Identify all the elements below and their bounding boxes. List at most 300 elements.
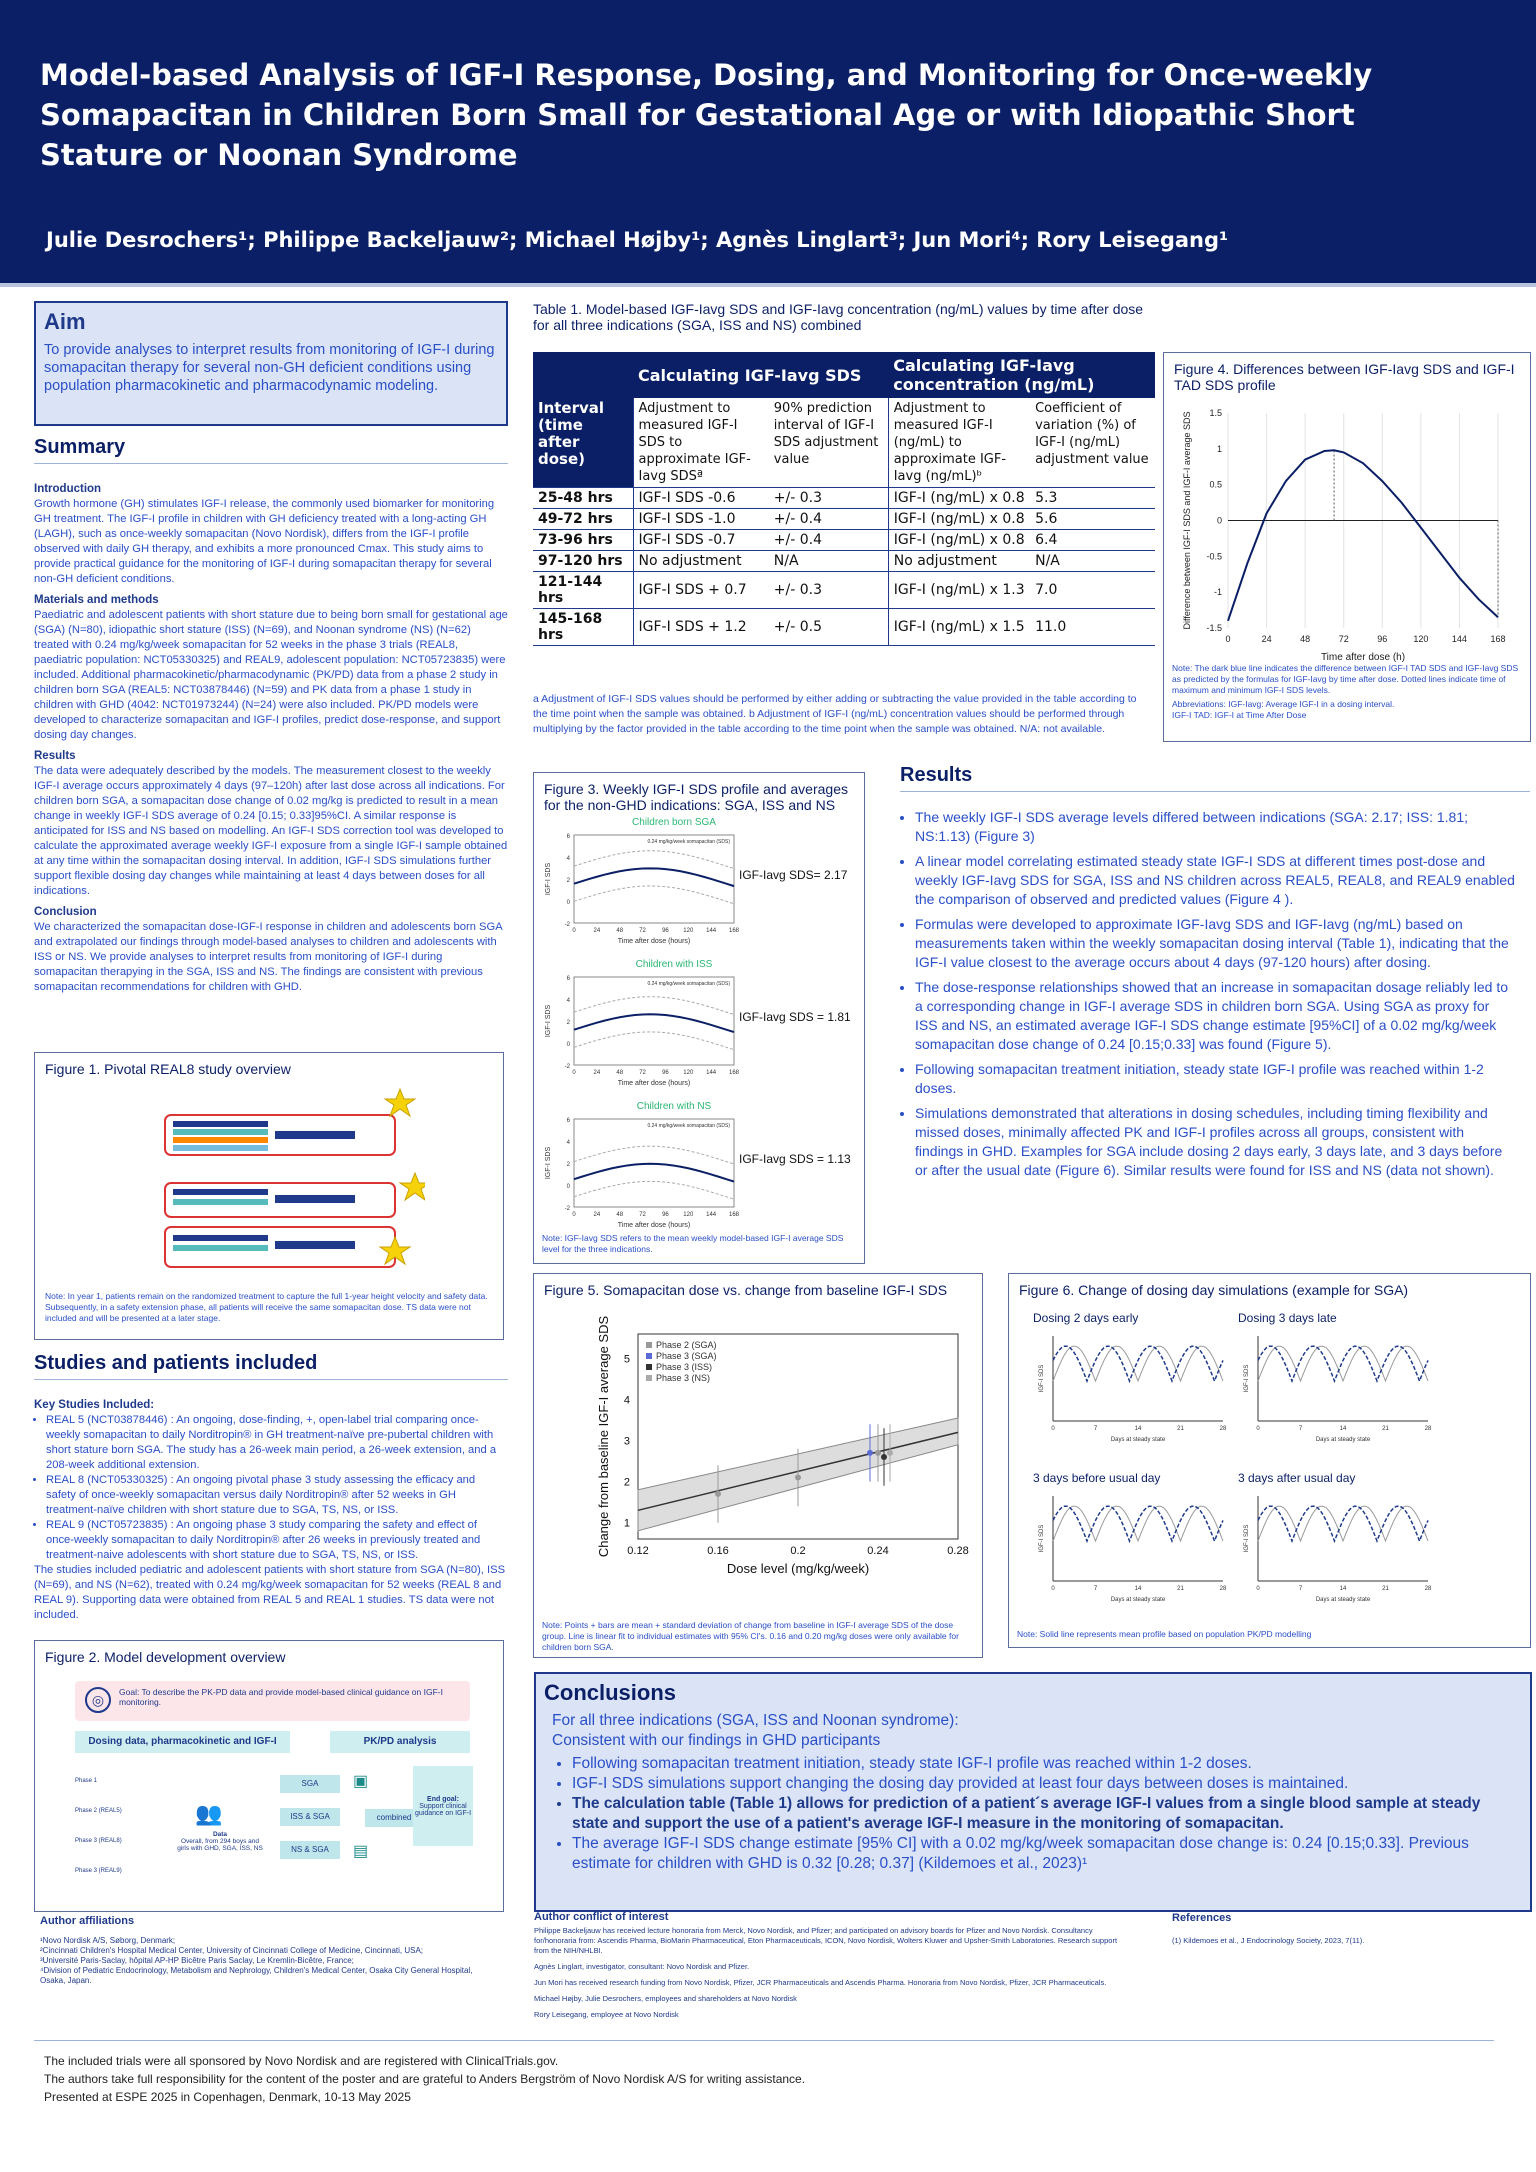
panel-average: IGF-Iavg SDS = 1.81: [739, 1010, 851, 1024]
x-tick-label: 144: [1451, 634, 1467, 644]
panel-title: 3 days after usual day: [1238, 1471, 1356, 1485]
study-item: • REAL 9 (NCT05723835) : An ongoing phase 3 study comparing the safety and effect of once-weekly somapacitan to daily Norditropin® after 26 weeks in previously treated and treatment-naive adolescents with short stature due to SGA, TS, NS, or ISS.: [46, 1518, 508, 1563]
results-list: [915, 808, 1515, 1186]
profile-line: [574, 868, 734, 886]
study-item: • REAL 5 (NCT03878446) : An ongoing, dose-finding, +, open-label trial comparing once-weekly somapacitan to daily Norditropin® in GH treatment-naïve pre-pubertal children with short stature born SGA. The study has a 26-week main period, a 26-week extension, and a 208-week additional extension.: [46, 1413, 508, 1473]
summary-body: [34, 476, 508, 995]
x-tick-label: 0.28: [947, 1545, 969, 1557]
data-point: [715, 1491, 721, 1497]
figure-4-note: [1172, 663, 1522, 721]
y-axis-label: IGF-I SDS: [545, 1146, 552, 1180]
x-tick-label: 0: [1225, 634, 1231, 644]
y-tick-label: 2: [623, 1476, 630, 1489]
profile-line: [574, 997, 734, 1015]
panel-legend: 0.24 mg/kg/week somapacitan (SDS): [647, 981, 730, 987]
y-tick-label: -1.5: [1206, 623, 1222, 633]
x-axis-label: Days at steady state: [1315, 1597, 1371, 1603]
figure-4: [1163, 352, 1531, 742]
results-item: • Simulations demonstrated that alterations in dosing schedules, including timing flexibility and missed doses, minimally affected PK and IGF-I profiles across all groups, consistent with findings in GHD. Examples for SGA include dosing 2 days early, 3 days late, and 3 days before or after the usual date (Figure 6). Similar results were found for ISS and NS (data not shown).: [915, 1104, 1515, 1180]
pkpd-header: PK/PD analysis: [330, 1731, 470, 1753]
legend-label: Phase 3 (ISS): [656, 1362, 713, 1372]
intro-text: Growth hormone (GH) stimulates IGF-I release, the commonly used biomarker for monitoring GH treatment. The IGF-I profile in children with GH deficiency treated with a long-acting GH (LAGH), such as once-weekly somapacitan (Novo Nordisk), differs from the IGF-I profile observed with daily GH therapy, and exhibits a more pronounced Cmax. This study aims to provide practical guidance for the monitoring of IGF-I during somapacitan therapy for several non-GH deficient conditions.: [34, 498, 495, 585]
table-cell: 11.0: [1030, 609, 1155, 646]
results-item: • The weekly IGF-I SDS average levels differed between indications (SGA: 2.17; ISS: 1.81; NS:1.13) (Figure 3): [915, 808, 1515, 846]
coi-line: Rory Leisegang, employee at Novo Nordisk: [534, 2010, 679, 2019]
x-tick-label: 120: [683, 1212, 694, 1218]
conflicts-of-interest: [534, 1912, 1134, 2020]
x-tick-label: 0.16: [707, 1545, 729, 1557]
results-summary-text: The data were adequately described by the models. The measurement closest to the weekly IGF-I average occurs approximately 4 days (97–120h) after last dose across all indications. For children born SGA, a somapacitan dose change of 0.02 mg/kg is predicted to result in a mean change in weekly IGF-I SDS average of 0.24 [0.15; 0.33]95%CI. A similar response is anticipated for ISS and NS based on modelling. An IGF-I SDS correction tool was developed to calculate the approximated average weekly IGF-I exposure from a single IGF-I sample obtained at any time within the somapacitan dosing interval. In addition, IGF-I SDS simulations further support flexible dosing day changes while maintaining at least 4 days between doses for all indications.: [34, 765, 508, 897]
x-tick-label: 168: [1490, 634, 1506, 644]
panel-title: 3 days before usual day: [1033, 1471, 1161, 1485]
y-tick-label: 3: [623, 1435, 630, 1448]
figure-1: [34, 1052, 504, 1340]
conclusion-item: • Following somapacitan treatment initiation, steady state IGF-I profile was reached within 1-2 doses.: [572, 1754, 1514, 1774]
table-1-caption: Table 1. Model-based IGF-Iavg SDS and IGF-Iavg concentration (ng/mL) values by time after dose for all three indications (SGA, ISS and NS) combined: [533, 301, 1144, 333]
figure-4-note-text: Note: The dark blue line indicates the difference between IGF-I TAD SDS and IGF-Iavg SDS as predicted by the formulas for IGF-Iavg by time after dose. Dotted lines indicate time of maximum and minimum IGF-I SDS levels.: [1172, 663, 1519, 695]
figure-6: [1008, 1273, 1531, 1648]
x-tick-label: 28: [1424, 1426, 1432, 1432]
studies-heading: Studies and patients included: [34, 1352, 508, 1380]
table-cell: 25-48 hrs: [533, 488, 633, 509]
end-goal-box: [413, 1766, 473, 1846]
table-cell: 49-72 hrs: [533, 509, 633, 530]
x-tick-label: 21: [1382, 1426, 1389, 1432]
phase-label: Phase 2 (REAL5): [75, 1808, 122, 1814]
end-goal-label: End goal:: [427, 1796, 459, 1803]
conclusion-item: • The calculation table (Table 1) allows for prediction of a patient´s average IGF-I values from a single blood sample at steady state and support the use of a patient's average IGF-I measure in the monitoring of somapacitan.: [572, 1794, 1514, 1834]
x-tick-label: 28: [1219, 1586, 1227, 1592]
changed-profile: [1053, 1506, 1223, 1541]
x-tick-label: 120: [683, 928, 694, 934]
panel-title: Children born SGA: [632, 817, 716, 828]
figure-4-title: Figure 4. Differences between IGF-Iavg SDS and IGF-I TAD SDS profile: [1174, 361, 1515, 393]
conclusion-item: • IGF-I SDS simulations support changing the dosing day provided at least four days between doses is maintained.: [572, 1774, 1514, 1794]
author-list: Julie Desrochers¹; Philippe Backeljauw²; Michael Højby¹; Agnès Linglart³; Jun Mori⁴; Rory Leisegang¹: [46, 228, 1229, 252]
people-icon: 👥: [195, 1801, 223, 1826]
table-1-conc-header: Calculating IGF-Iavg concentration (ng/mL): [888, 352, 1155, 398]
panel-frame: [574, 977, 734, 1065]
data-sub: Overall, from 294 boys and girls with GHD, SGA, ISS, NS: [177, 1838, 263, 1852]
y-axis-label: IGF-I SDS: [1244, 1364, 1250, 1393]
table-cell: No adjustment: [633, 551, 769, 572]
table-cell: N/A: [1030, 551, 1155, 572]
intro-heading: Introduction: [34, 483, 102, 495]
difference-line: [1228, 450, 1498, 621]
phase-label: Phase 3 (REAL9): [75, 1868, 122, 1874]
table-cell: IGF-I (ng/mL) x 1.3: [888, 572, 1030, 609]
x-tick-label: 0: [1051, 1586, 1055, 1592]
footer-divider: [34, 2040, 1494, 2041]
footer-line: The authors take full responsibility for the content of the poster and are grateful to Anders Bergström of Novo Nordisk A/S for writing assistance.: [44, 2072, 806, 2086]
y-tick-label: 6: [566, 1118, 570, 1124]
table-row: [533, 530, 1155, 551]
x-tick-label: 24: [593, 1212, 601, 1218]
figure-5-title: Figure 5. Somapacitan dose vs. change from baseline IGF-I SDS: [544, 1282, 948, 1298]
conclusions-box: [534, 1672, 1532, 1912]
study-design-diagram: [125, 1085, 425, 1275]
x-tick-label: 120: [1413, 634, 1429, 644]
y-tick-label: -0.5: [1206, 551, 1222, 562]
x-tick-label: 24: [593, 1070, 601, 1076]
data-point: [881, 1454, 887, 1460]
x-axis-label: Days at steady state: [1110, 1597, 1166, 1603]
profile-line: [574, 1032, 734, 1050]
table-cell: +/- 0.4: [769, 509, 888, 530]
aim-text: To provide analyses to interpret results from monitoring of IGF-I during somapacitan therapy for several non-GH deficient conditions using population pharmacokinetic and pharmacodynamic modeling.: [44, 342, 495, 394]
x-tick-label: 0.12: [627, 1545, 649, 1557]
legend-swatch: [646, 1364, 652, 1370]
table-cell: 97-120 hrs: [533, 551, 633, 572]
table-1-interval-header: Interval (time after dose): [533, 398, 633, 488]
table-1-body: [533, 488, 1155, 646]
table-cell: 6.4: [1030, 530, 1155, 551]
legend-label: Phase 3 (NS): [656, 1373, 711, 1383]
table-row: [533, 572, 1155, 609]
x-axis-label: Time after dose (hours): [617, 1080, 691, 1087]
x-tick-label: 168: [728, 1070, 740, 1076]
methods-heading: Materials and methods: [34, 594, 159, 606]
y-tick-label: 2: [566, 1162, 570, 1168]
phase-label: Phase 3 (REAL8): [75, 1838, 122, 1844]
panel-average: IGF-Iavg SDS= 2.17: [739, 868, 848, 882]
y-axis-label: IGF-I SDS: [545, 1004, 552, 1038]
conclusions-sub: Consistent with our findings in GHD participants: [552, 1732, 881, 1749]
conclusions-heading: Conclusions: [544, 1680, 677, 1705]
footer: [44, 2052, 805, 2106]
figure-5-chart: [538, 1314, 978, 1614]
data-block: [175, 1831, 265, 1852]
figure-2-title: Figure 2. Model development overview: [45, 1649, 286, 1665]
poster-header: [0, 0, 1536, 287]
y-tick-label: -2: [564, 922, 570, 928]
conclusions-intro: For all three indications (SGA, ISS and Noonan syndrome):: [552, 1712, 959, 1729]
x-axis-label: Dose level (mg/kg/week): [726, 1561, 870, 1576]
y-tick-label: 1.5: [1209, 408, 1222, 418]
figure-4-chart: [1168, 403, 1518, 663]
x-tick-label: 0: [1051, 1426, 1055, 1432]
monitor-icon: ▣: [353, 1773, 369, 1790]
coi-line: Philippe Backeljauw has received lecture honoraria from Merck, Novo Nordisk, and Pfizer; and participated on advisory boards for Pfizer and Novo Nordisk. Consultancy for/honoraria from: Ascendis Pharma, BioMarin Pharmaceutical, Eton Pharmaceuticals, ICON, Novo Nordisk, Wolters Kluwer and Upsher-Smith Laboratories. Research support from the NIH/NHLBI.: [534, 1926, 1118, 1955]
x-tick-label: 0: [1256, 1426, 1260, 1432]
changed-profile: [1258, 1506, 1428, 1541]
x-tick-label: 96: [662, 1212, 669, 1218]
x-tick-label: 21: [1382, 1586, 1389, 1592]
table-cell: IGF-I SDS -1.0: [633, 509, 769, 530]
figure-6-title: Figure 6. Change of dosing day simulations (example for SGA): [1019, 1282, 1409, 1298]
dosing-data-header: Dosing data, pharmacokinetic and IGF-I: [75, 1731, 290, 1753]
summary-heading: Summary: [34, 436, 508, 464]
poster-title: Model-based Analysis of IGF-I Response, Dosing, and Monitoring for Once-weekly Somapacitan in Children Born Small for Gestational Age or with Idiopathic Short Stature or Noonan Syndrome: [40, 58, 1373, 172]
profile-line: [574, 851, 734, 869]
table-cell: +/- 0.4: [769, 530, 888, 551]
y-tick-label: 0.5: [1209, 479, 1222, 490]
table-1: [533, 352, 1155, 646]
panel-title: Children with NS: [636, 1101, 712, 1112]
combined-box: combined: [365, 1809, 423, 1827]
figure-3-charts: [534, 813, 864, 1233]
footer-line: The included trials were all sponsored by Novo Nordisk and are registered with ClinicalTrials.gov.: [44, 2054, 559, 2068]
results-summary-heading: Results: [34, 750, 76, 762]
key-studies-label: Key Studies Included:: [34, 1399, 155, 1411]
x-tick-label: 24: [593, 928, 601, 934]
x-tick-label: 21: [1177, 1586, 1184, 1592]
y-axis-label: Difference between IGF-I SDS and IGF-I average SDS: [1182, 411, 1192, 630]
coi-line: Jun Mori has received research funding from Novo Nordisk, Pfizer, JCR Pharmaceuticals and Ascendis Pharma. Honoraria from Novo Nordisk, Pfizer, JCR Pharmaceuticals.: [534, 1978, 1107, 1987]
x-tick-label: 144: [706, 928, 717, 934]
y-tick-label: -2: [564, 1064, 570, 1070]
affiliation-line: ³Université Paris-Saclay, hôpital AP-HP Bicêtre Paris Saclay, Le Kremlin-Bicêtre, France;: [40, 1956, 354, 1965]
changed-profile: [1053, 1346, 1223, 1381]
table-1-subheader: Adjustment to measured IGF-I SDS to approximate IGF-Iavg SDSª: [633, 398, 769, 488]
table-1-sds-header: Calculating IGF-Iavg SDS: [633, 352, 888, 398]
y-tick-label: 0: [566, 900, 570, 906]
table-cell: N/A: [769, 551, 888, 572]
table-cell: IGF-I (ng/mL) x 0.8: [888, 530, 1030, 551]
x-tick-label: 120: [683, 1070, 694, 1076]
data-point: [875, 1450, 881, 1456]
table-cell: +/- 0.3: [769, 488, 888, 509]
table-cell: 73-96 hrs: [533, 530, 633, 551]
x-tick-label: 96: [1377, 634, 1388, 644]
conclusion-summary-heading: Conclusion: [34, 906, 97, 918]
footer-line: Presented at ESPE 2025 in Copenhagen, Denmark, 10-13 May 2025: [44, 2090, 411, 2104]
y-tick-label: 1: [1216, 443, 1222, 454]
y-tick-label: 2: [566, 878, 570, 884]
affiliation-line: ⁴Division of Pediatric Endocrinology, Metabolism and Nephrology, Children's Medical Center, Osaka City General Hospital, Osaka, Japan.: [40, 1966, 473, 1985]
x-tick-label: 72: [1338, 634, 1349, 644]
table-cell: 5.6: [1030, 509, 1155, 530]
table-cell: IGF-I (ng/mL) x 1.5: [888, 609, 1030, 646]
x-axis-label: Days at steady state: [1315, 1437, 1371, 1443]
coi-heading: Author conflict of interest: [534, 1911, 669, 1923]
study-item: • REAL 8 (NCT05330325) : An ongoing pivotal phase 3 study assessing the efficacy and safety of once-weekly somapacitan versus daily Norditropin® after 52 weeks in GH treatment-naïve children with short stature due to SGA, TS, NS, or ISS.: [46, 1473, 508, 1518]
profile-line: [574, 1181, 734, 1199]
sga-box: SGA: [280, 1775, 340, 1793]
figure-1-note: Note: In year 1, patients remain on the randomized treatment to capture the full 1-year height velocity and safety data. Subsequently, in a safety extension phase, all patients will receive the same somapacitan dose. TS data were not included and will be presented at a later stage.: [45, 1291, 488, 1323]
methods-text: Paediatric and adolescent patients with short stature due to being born small for gestational age (SGA) (N=80), idiopathic short stature (ISS) (N=69), and Noonan syndrome (NS) (N=62) treated with 0.24 mg/kg/week somapacitan for 52 weeks in the phase 3 trials (REAL8, paediatric population: NCT05330325) and REAL9, adolescent population: NCT05723835) were included. Additional pharmacokinetic/pharmacodynamic (PK/PD) data from a phase 2 study in children born SGA (REAL5: NCT03878446) (N=59) and PK data from a phase 1 study in children with GHD (4042: NCT01973244) (N=24) were also included. PK/PD models were developed to characterize somapacitan and IGF-I profiles, predict dose-response, and support dosing day changes.: [34, 609, 508, 741]
data-point: [887, 1450, 893, 1456]
y-tick-label: 4: [623, 1394, 630, 1407]
table-cell: 5.3: [1030, 488, 1155, 509]
goal-banner: [75, 1681, 470, 1721]
x-tick-label: 21: [1177, 1426, 1184, 1432]
table-row: [533, 509, 1155, 530]
y-tick-label: 4: [566, 1140, 570, 1146]
conclusion-item: • The average IGF-I SDS change estimate [95% CI] with a 0.02 mg/kg/week somapacitan dose change is: 0.24 [0.15;0.33]. Previous estimate for children with GHD is 0.32 [0.28; 0.37] (Kildemoes et al., 2023)¹: [572, 1834, 1514, 1874]
legend-label: Phase 3 (SGA): [656, 1351, 717, 1361]
table-cell: IGF-I (ng/mL) x 0.8: [888, 509, 1030, 530]
figure-3: [533, 772, 865, 1264]
results-item: • Following somapacitan treatment initiation, steady state IGF-I profile was reached within 1-2 doses.: [915, 1060, 1515, 1098]
coi-line: Agnès Linglart, investigator, consultant: Novo Nordisk and Pfizer.: [534, 1962, 750, 1971]
y-tick-label: 1: [623, 1517, 630, 1530]
table-row: [533, 609, 1155, 646]
y-axis-label: IGF-I SDS: [1039, 1364, 1045, 1393]
table-row: [533, 551, 1155, 572]
phase-label: Phase 1: [75, 1778, 98, 1784]
x-tick-label: 0.2: [790, 1545, 806, 1557]
table-cell: IGF-I SDS -0.7: [633, 530, 769, 551]
aim-heading: Aim: [44, 309, 86, 334]
y-axis-label: Change from baseline IGF-I average SDS: [596, 1315, 611, 1558]
table-1-subheader: Coefficient of variation (%) of IGF-I (ng/mL) adjustment value: [1030, 398, 1155, 488]
panel-legend: 0.24 mg/kg/week somapacitan (SDS): [647, 1123, 730, 1129]
x-tick-label: 14: [1134, 1426, 1142, 1432]
studies-body: [34, 1392, 508, 1623]
results-item: • Formulas were developed to approximate IGF-Iavg SDS and IGF-Iavg (ng/mL) based on measurements taken within the weekly somapacitan dosing interval (Table 1), indicating that the IGF-I value closest to the average occurs about 4 days (97-120 hours) after dosing.: [915, 915, 1515, 972]
x-tick-label: 48: [616, 1212, 624, 1218]
ns-box: NS & SGA: [280, 1841, 340, 1859]
x-tick-label: 0: [1256, 1586, 1260, 1592]
x-tick-label: 0: [572, 1212, 576, 1218]
affiliation-line: ¹Novo Nordisk A/S, Søborg, Denmark;: [40, 1936, 176, 1945]
y-tick-label: 6: [566, 976, 570, 982]
x-tick-label: 28: [1424, 1586, 1432, 1592]
x-tick-label: 48: [616, 928, 624, 934]
x-tick-label: 96: [662, 1070, 669, 1076]
legend-swatch: [646, 1375, 652, 1381]
x-tick-label: 72: [639, 928, 646, 934]
y-tick-label: 4: [566, 998, 570, 1004]
figure-3-note: Note: IGF-Iavg SDS refers to the mean weekly model-based IGF-I average SDS level for the three indications.: [542, 1233, 844, 1254]
iss-box: ISS & SGA: [280, 1808, 340, 1826]
coi-line: Michael Højby, Julie Desrochers, employees and shareholders at Novo Nordisk: [534, 1994, 797, 2003]
panel-average: IGF-Iavg SDS = 1.13: [739, 1152, 851, 1166]
y-tick-label: 4: [566, 856, 570, 862]
data-label: Data: [212, 1831, 228, 1838]
affiliations-heading: Author affiliations: [40, 1915, 135, 1927]
affiliation-line: ²Cincinnati Children's Hospital Medical Center, University of Cincinnati College of Medicine, Cincinnati, USA;: [40, 1946, 424, 1955]
x-tick-label: 14: [1134, 1586, 1142, 1592]
table-1-footnote: a Adjustment of IGF-I SDS values should be performed by either adding or subtracting the value provided in the table according to the time point when the sample was obtained. b Adjustment of IGF-I (ng/mL) concentration values should be performed through multiplying by the factor provided in the table according to the time point when the sample was obtained. N/A: not available.: [533, 693, 1137, 735]
x-axis-label: Time after dose (hours): [617, 938, 691, 945]
goal-text: Goal: To describe the PK-PD data and provide model-based clinical guidance on IGF-I monitoring.: [119, 1687, 443, 1707]
table-cell: 121-144 hrs: [533, 572, 633, 609]
table-cell: IGF-I SDS + 1.2: [633, 609, 769, 646]
reference-line: (1) Kildemoes et al., J Endocrinology Society, 2023, 7(11).: [1172, 1936, 1365, 1945]
x-tick-label: 48: [1300, 634, 1311, 644]
chart-icon: ▤: [353, 1843, 369, 1860]
x-tick-label: 72: [639, 1212, 646, 1218]
x-tick-label: 7: [1093, 1586, 1098, 1592]
figure-3-title: Figure 3. Weekly IGF-I SDS profile and averages for the non-GHD indications: SGA, ISS and NS: [544, 781, 848, 813]
x-tick-label: 24: [1261, 634, 1272, 644]
table-cell: +/- 0.3: [769, 572, 888, 609]
table-cell: IGF-I (ng/mL) x 0.8: [888, 488, 1030, 509]
studies-footer: The studies included pediatric and adolescent patients with short stature from SGA (N=80), ISS (N=69), and NS (N=62), treated with 0.24 mg/kg/week somapacitan for 52 weeks (REAL 8 and REAL 9). Supporting data were obtained from REAL 5 and REAL 1 studies. TS data were not included.: [34, 1564, 506, 1621]
y-tick-label: 6: [566, 834, 570, 840]
x-tick-label: 0: [572, 1070, 576, 1076]
figure-4-abbr: Abbreviations: IGF-Iavg: Average IGF-I in a dosing interval.: [1172, 699, 1395, 709]
x-tick-label: 72: [639, 1070, 646, 1076]
figure-2: [34, 1640, 504, 1912]
end-goal-sub: Support clinical guidance on IGF-I: [414, 1803, 472, 1817]
affiliations: [40, 1916, 480, 1986]
panel-title: Dosing 3 days late: [1238, 1311, 1337, 1325]
table-cell: +/- 0.5: [769, 609, 888, 646]
table-cell: IGF-I SDS + 0.7: [633, 572, 769, 609]
table-1-subheader: Adjustment to measured IGF-I (ng/mL) to approximate IGF-Iavg (ng/mL)ᵇ: [888, 398, 1030, 488]
legend-swatch: [646, 1353, 652, 1359]
references-heading: References: [1172, 1912, 1232, 1924]
legend-swatch: [646, 1342, 652, 1348]
figure-6-charts: [1013, 1306, 1528, 1626]
table-cell: 145-168 hrs: [533, 609, 633, 646]
figure-6-note: Note: Solid line represents mean profile based on population PK/PD modelling: [1017, 1629, 1312, 1639]
y-tick-label: 2: [566, 1020, 570, 1026]
x-tick-label: 144: [706, 1212, 717, 1218]
x-tick-label: 14: [1339, 1426, 1347, 1432]
figure-5-note: Note: Points + bars are mean + standard deviation of change from baseline in IGF-I average SDS of the dose group. Line is linear fit to individual estimates with 95% CI's. 0.16 and 0.20 mg/kg doses were only available for children born SGA.: [542, 1620, 959, 1652]
y-tick-label: 5: [623, 1353, 630, 1366]
usual-profile: [1053, 1346, 1223, 1381]
table-cell: IGF-I SDS -0.6: [633, 488, 769, 509]
x-tick-label: 168: [728, 1212, 740, 1218]
changed-profile: [1258, 1346, 1428, 1381]
x-axis-label: Time after dose (hours): [617, 1222, 691, 1229]
profile-line: [574, 886, 734, 904]
panel-legend: 0.24 mg/kg/week somapacitan (SDS): [647, 839, 730, 845]
y-axis-label: IGF-I SDS: [1039, 1524, 1045, 1553]
x-tick-label: 7: [1093, 1426, 1098, 1432]
x-tick-label: 144: [706, 1070, 717, 1076]
y-tick-label: 0: [566, 1042, 570, 1048]
panel-title: Dosing 2 days early: [1033, 1311, 1139, 1325]
results-item: • The dose-response relationships showed that an increase in somapacitan dosage reliably led to a corresponding change in IGF-I average SDS in children born SGA. Using SGA as proxy for ISS and NS, an estimated average IGF-I SDS change estimate [95%CI] of a 0.02 mg/kg/week somapacitan dose change of 0.24 [0.15;0.33] was found (Figure 5).: [915, 978, 1515, 1054]
phase-list: [75, 1766, 122, 1886]
table-cell: 7.0: [1030, 572, 1155, 609]
x-tick-label: 0.24: [867, 1545, 889, 1557]
legend-label: Phase 2 (SGA): [656, 1340, 717, 1350]
conclusion-summary-text: We characterized the somapacitan dose-IGF-I response in children and adolescents born SGA and extrapolated our findings through model-based analyses to children and adolescents with ISS or NS. We provide analyses to interpret results from monitoring of IGF-I during somapacitan therapying in the SGA, ISS and NS. The findings are consistent with previous somapacitan recommendations for children with GHD.: [34, 921, 503, 993]
table-cell: No adjustment: [888, 551, 1030, 572]
y-tick-label: -1: [1213, 587, 1222, 598]
figure-5: [533, 1273, 983, 1658]
table-1-subheader: 90% prediction interval of IGF-I SDS adjustment value: [769, 398, 888, 488]
y-axis-label: IGF-I SDS: [1244, 1524, 1250, 1553]
results-item: • A linear model correlating estimated steady state IGF-I SDS at different times post-dose and weekly IGF-Iavg SDS for SGA, ISS and NS children across REAL5, REAL8, and REAL9 enabled the comparison of observed and predicted values (Figure 4 ).: [915, 852, 1515, 909]
results-heading: Results: [900, 764, 1530, 792]
table-row: [533, 488, 1155, 509]
profile-line: [574, 1014, 734, 1032]
data-point: [795, 1475, 801, 1481]
data-point: [867, 1450, 873, 1456]
usual-profile: [1258, 1346, 1428, 1381]
usual-profile: [1258, 1506, 1428, 1541]
x-tick-label: 7: [1298, 1586, 1303, 1592]
profile-line: [574, 1164, 734, 1182]
figure-1-title: Figure 1. Pivotal REAL8 study overview: [45, 1061, 291, 1077]
x-tick-label: 0: [572, 928, 576, 934]
panel-title: Children with ISS: [635, 959, 713, 970]
y-tick-label: 0: [1216, 515, 1222, 526]
x-axis-label: Time after dose (h): [1320, 652, 1406, 663]
usual-profile: [1053, 1506, 1223, 1541]
x-tick-label: 168: [728, 928, 740, 934]
y-axis-label: IGF-I SDS: [545, 862, 552, 896]
x-tick-label: 28: [1219, 1426, 1227, 1432]
aim-box: [34, 301, 508, 426]
goal-icon: ◎: [85, 1687, 111, 1713]
y-tick-label: 0: [566, 1184, 570, 1190]
x-axis-label: Days at steady state: [1110, 1437, 1166, 1443]
figure-4-abbr: IGF-I TAD: IGF-I at Time After Dose: [1172, 710, 1307, 720]
profile-line: [574, 1146, 734, 1164]
references: [1172, 1912, 1522, 1945]
y-tick-label: -2: [564, 1206, 570, 1212]
x-tick-label: 48: [616, 1070, 624, 1076]
